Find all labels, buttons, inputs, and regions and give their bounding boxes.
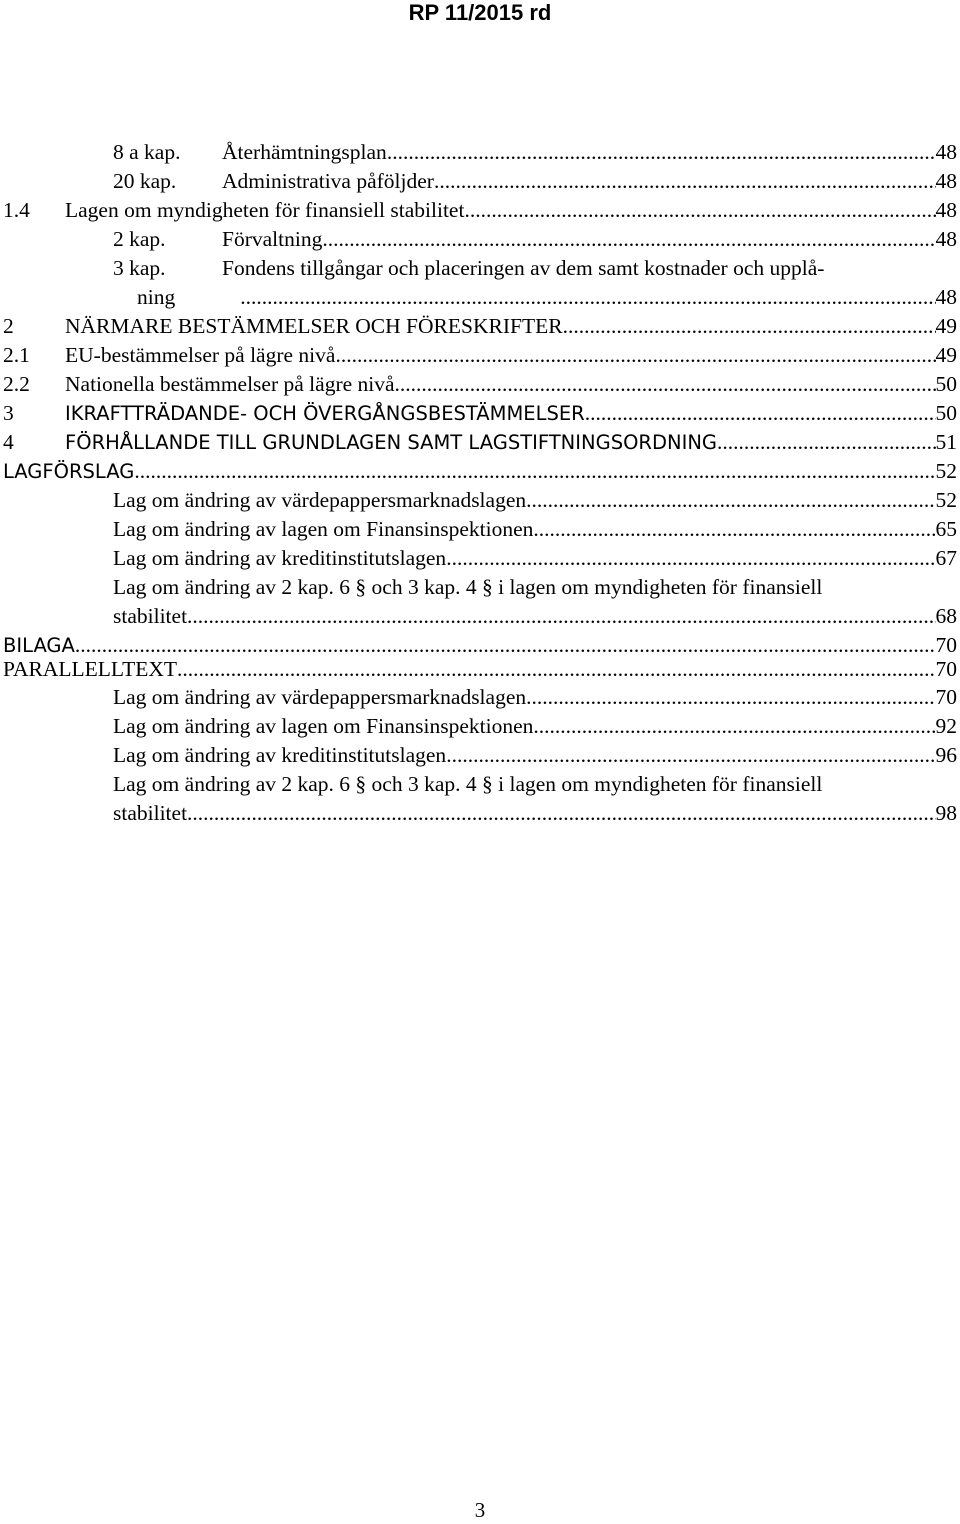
toc-leader: [446, 544, 935, 573]
toc-leader: [322, 225, 935, 254]
page-number: 3: [474, 1498, 486, 1522]
toc-entry[interactable]: [0, 167, 960, 196]
toc-number: 4: [3, 430, 14, 454]
toc-leader: [533, 712, 935, 741]
toc-entry[interactable]: [0, 770, 960, 828]
toc-page: 70: [935, 657, 957, 681]
toc-leader: [187, 799, 935, 828]
toc-label: Lag om ändring av kreditinstitutslagen: [113, 546, 447, 570]
toc-leader: [717, 428, 935, 457]
toc-label: Återhämtningsplan: [222, 140, 387, 164]
toc-number: 1.4: [3, 198, 30, 222]
toc-label: Förvaltning: [222, 227, 323, 251]
toc-leader: [464, 196, 935, 225]
toc-leader: [335, 341, 935, 370]
toc-label-continued: ning: [137, 285, 176, 309]
toc-label: Lag om ändring av värdepappersmarknadslagen: [113, 685, 527, 709]
toc-entry[interactable]: [0, 428, 960, 457]
toc-entry[interactable]: [0, 683, 960, 712]
toc-label: PARALLELLTEXT: [3, 657, 177, 681]
toc-entry[interactable]: [0, 312, 960, 341]
toc-leader: [240, 283, 935, 312]
toc-leader: [187, 602, 935, 631]
toc-page: 52: [935, 459, 957, 483]
toc-leader: [134, 457, 935, 486]
toc-entry[interactable]: [0, 457, 960, 486]
toc-page: 48: [935, 227, 957, 251]
toc-number: 20 kap.: [113, 169, 177, 193]
toc-entry[interactable]: [0, 573, 960, 631]
toc-leader: [387, 138, 936, 167]
toc-page: 96: [935, 743, 957, 767]
toc-label: Lag om ändring av lagen om Finansinspektionen: [113, 714, 534, 738]
toc-entry[interactable]: [0, 515, 960, 544]
toc-page: 67: [935, 546, 957, 570]
toc-page: 70: [935, 633, 957, 657]
toc-leader: [526, 486, 935, 515]
toc-page: 48: [935, 198, 957, 222]
toc-label: LAGFÖRSLAG: [3, 460, 135, 483]
toc-label-continued: stabilitet: [113, 604, 188, 628]
toc-number: 2: [3, 314, 14, 338]
toc-label: NÄRMARE BESTÄMMELSER OCH FÖRESKRIFTER: [65, 314, 563, 338]
toc-label-continued: stabilitet: [113, 801, 188, 825]
toc-leader: [533, 515, 935, 544]
toc-leader: [446, 741, 935, 770]
toc-leader: [434, 167, 936, 196]
toc-leader: [526, 683, 935, 712]
toc-number: 3 kap.: [113, 256, 166, 280]
toc-label: EU-bestämmelser på lägre nivå: [65, 343, 336, 367]
page-header: RP 11/2015 rd: [408, 0, 552, 25]
toc-label: FÖRHÅLLANDE TILL GRUNDLAGEN SAMT LAGSTIFTNINGSORDNING: [65, 431, 718, 454]
toc-label: Lag om ändring av 2 kap. 6 § och 3 kap. 4 § i lagen om myndigheten för finansiell: [113, 772, 823, 796]
toc-entry[interactable]: [0, 370, 960, 399]
toc-label: Lag om ändring av kreditinstitutslagen: [113, 743, 447, 767]
toc-leader: [395, 370, 936, 399]
toc-label: Nationella bestämmelser på lägre nivå: [65, 372, 395, 396]
toc-entry[interactable]: [0, 399, 960, 428]
toc-page: 98: [935, 801, 957, 825]
toc-page: 92: [935, 714, 957, 738]
toc-entry[interactable]: [0, 196, 960, 225]
toc-entry[interactable]: [0, 225, 960, 254]
toc-page: 70: [935, 685, 957, 709]
toc-page: 49: [935, 314, 957, 338]
toc-label: IKRAFTTRÄDANDE- OCH ÖVERGÅNGSBESTÄMMELSER: [65, 402, 585, 425]
toc-page: 49: [935, 343, 957, 367]
toc-entry[interactable]: [0, 655, 960, 684]
toc-leader: [563, 312, 936, 341]
toc-entry[interactable]: [0, 486, 960, 515]
toc-label: Fondens tillgångar och placeringen av dem samt kostnader och upplå-: [222, 256, 825, 280]
toc-label: Lagen om myndigheten för finansiell stabilitet: [65, 198, 465, 222]
toc-page: 48: [935, 169, 957, 193]
toc-entry[interactable]: [0, 741, 960, 770]
toc-page: 48: [935, 140, 957, 164]
toc-number: 2.1: [3, 343, 30, 367]
toc-number: 2.2: [3, 372, 30, 396]
toc-page: 50: [935, 372, 957, 396]
toc-label: Lag om ändring av 2 kap. 6 § och 3 kap. 4 § i lagen om myndigheten för finansiell: [113, 575, 823, 599]
toc-entry[interactable]: [0, 254, 960, 312]
toc-entry[interactable]: [0, 138, 960, 167]
toc-number: 8 a kap.: [113, 140, 181, 164]
toc-page: 52: [935, 488, 957, 512]
toc-entry[interactable]: [0, 544, 960, 573]
toc-page: 65: [935, 517, 957, 541]
toc-leader: [585, 399, 936, 428]
toc-label: Administrativa påföljder: [222, 169, 434, 193]
toc-number: 3: [3, 401, 14, 425]
toc-page: 68: [935, 604, 957, 628]
toc-page: 50: [935, 401, 957, 425]
toc-page: 48: [935, 285, 957, 309]
toc-label: Lag om ändring av lagen om Finansinspektionen: [113, 517, 534, 541]
toc-entry[interactable]: [0, 341, 960, 370]
toc-leader: [177, 655, 936, 684]
toc-label: Lag om ändring av värdepappersmarknadslagen: [113, 488, 527, 512]
toc-page: 51: [935, 430, 957, 454]
toc-entry[interactable]: [0, 712, 960, 741]
toc-label: BILAGA: [3, 634, 75, 657]
toc-number: 2 kap.: [113, 227, 166, 251]
